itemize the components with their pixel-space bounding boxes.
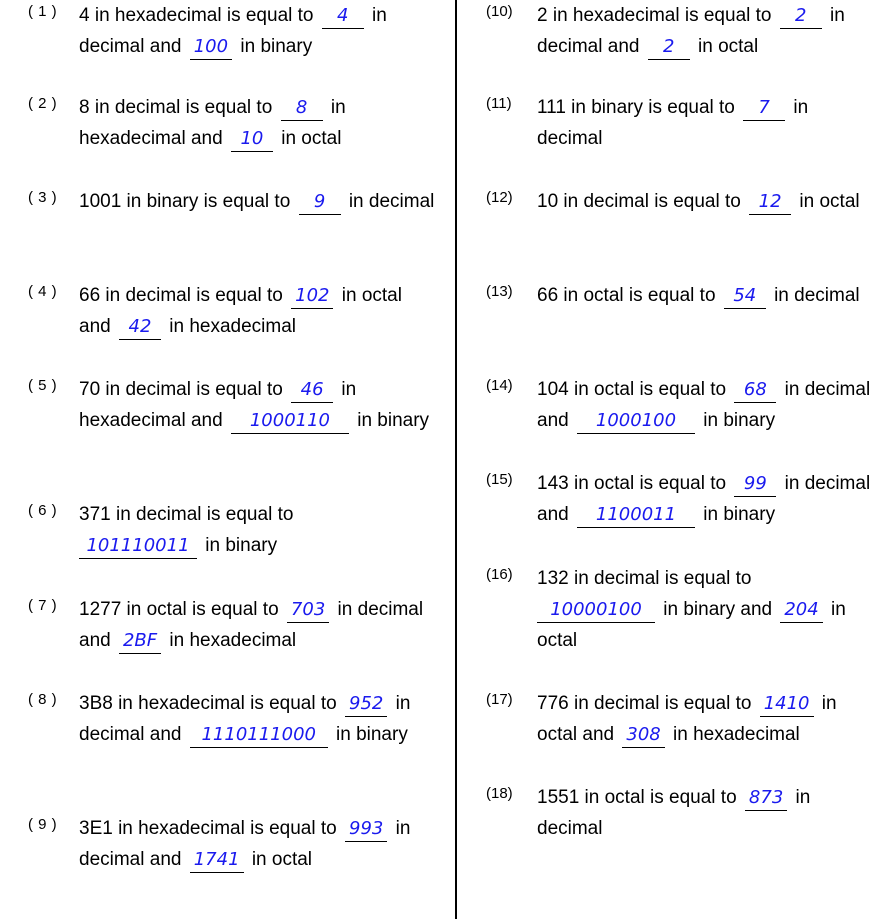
problem-4 [28, 280, 438, 342]
answer-blank[interactable]: 2 [648, 35, 690, 60]
problem-5 [28, 374, 438, 436]
answer-blank[interactable]: 12 [749, 190, 791, 215]
question-text: 66 in decimal is equal to [79, 285, 289, 306]
question-text: in binary [330, 724, 408, 745]
question-text: 776 in decimal is equal to [537, 693, 757, 714]
problem-1 [28, 0, 438, 62]
question-text: in hexadecimal [163, 316, 297, 337]
problem-number: ( 8 ) [28, 691, 58, 708]
answer-blank[interactable]: 7 [743, 96, 785, 121]
question-text: in decimal [768, 285, 860, 306]
question-text: 70 in decimal is equal to [79, 379, 289, 400]
question-text: in decimal [537, 97, 809, 149]
answer-blank[interactable]: 1741 [190, 848, 244, 873]
question-text: 4 in hexadecimal is equal to [79, 5, 319, 26]
problem-number: ( 1 ) [28, 3, 58, 20]
question-text: in hexadecimal [667, 724, 800, 745]
question-text: in octal [692, 36, 759, 57]
question-text: 104 in octal is equal to [537, 379, 732, 400]
question-text: 1277 in octal is equal to [79, 599, 284, 620]
problem-number: ( 5 ) [28, 377, 58, 394]
problem-number: ( 9 ) [28, 816, 58, 833]
question-text: in decimal and [79, 818, 411, 870]
problem-number: (11) [486, 95, 512, 112]
problem-number: (13) [486, 283, 513, 300]
answer-blank[interactable]: 8 [281, 96, 323, 121]
question-text: in decimal [537, 787, 811, 839]
answer-blank[interactable]: 993 [345, 817, 387, 842]
question-text: 1001 in binary is equal to [79, 191, 296, 212]
answer-blank[interactable]: 1410 [760, 692, 814, 717]
question-text: in decimal and [79, 693, 411, 745]
answer-blank[interactable]: 42 [119, 315, 161, 340]
problem-number: (16) [486, 566, 513, 583]
answer-blank[interactable]: 100 [190, 35, 232, 60]
question-text: in decimal and [79, 5, 387, 57]
question-text: in decimal and [537, 5, 845, 57]
answer-blank[interactable]: 4 [322, 4, 364, 29]
problem-9 [28, 813, 438, 875]
problem-number: ( 2 ) [28, 95, 58, 112]
problem-7 [28, 594, 438, 656]
question-text: 3E1 in hexadecimal is equal to [79, 818, 342, 839]
answer-blank[interactable]: 1000110 [231, 409, 349, 434]
answer-blank[interactable]: 10 [231, 127, 273, 152]
problem-16 [486, 563, 871, 656]
answer-blank[interactable]: 204 [780, 598, 822, 623]
question-text: in binary [235, 36, 313, 57]
question-text: 3B8 in hexadecimal is equal to [79, 693, 342, 714]
answer-blank[interactable]: 101110011 [79, 534, 197, 559]
question-text: 66 in octal is equal to [537, 285, 721, 306]
problem-18 [486, 782, 871, 844]
question-text: 132 in decimal is equal to [537, 568, 752, 589]
question-text: 8 in decimal is equal to [79, 97, 278, 118]
problem-number: (12) [486, 189, 513, 206]
answer-blank[interactable]: 1110111000 [190, 723, 328, 748]
problem-12 [486, 186, 871, 217]
problem-11 [486, 92, 871, 154]
question-text: in binary [697, 504, 776, 525]
answer-blank[interactable]: 703 [287, 598, 329, 623]
answer-blank[interactable]: 308 [622, 723, 664, 748]
question-text: 2 in hexadecimal is equal to [537, 5, 777, 26]
question-text: 1551 in octal is equal to [537, 787, 742, 808]
problem-14 [486, 374, 871, 436]
problem-number: ( 3 ) [28, 189, 58, 206]
problem-3 [28, 186, 438, 217]
answer-blank[interactable]: 68 [734, 378, 776, 403]
column-divider [455, 0, 457, 919]
answer-blank[interactable]: 2BF [119, 629, 161, 654]
question-text: in octal [537, 599, 846, 651]
question-text: in hexadecimal [164, 630, 297, 651]
question-text: in octal and [79, 285, 402, 337]
question-text: 111 in binary is equal to [537, 97, 741, 118]
problem-8 [28, 688, 438, 750]
problem-number: ( 4 ) [28, 283, 58, 300]
question-text: in hexadecimal and [79, 379, 357, 431]
question-text: in octal and [537, 693, 837, 745]
answer-blank[interactable]: 46 [291, 378, 333, 403]
question-text: 10 in decimal is equal to [537, 191, 747, 212]
problem-10 [486, 0, 871, 62]
answer-blank[interactable]: 1100011 [577, 503, 695, 528]
question-text: in octal [246, 849, 313, 870]
answer-blank[interactable]: 873 [745, 786, 787, 811]
answer-blank[interactable]: 9 [299, 190, 341, 215]
question-text: 143 in octal is equal to [537, 473, 732, 494]
answer-blank[interactable]: 99 [734, 472, 776, 497]
problem-number: ( 7 ) [28, 597, 58, 614]
question-text: in binary [200, 535, 278, 556]
problem-13 [486, 280, 871, 311]
problem-15 [486, 468, 871, 530]
problem-number: (10) [486, 3, 513, 20]
question-text: in binary [697, 410, 776, 431]
question-text: in decimal [343, 191, 435, 212]
question-text: in binary and [658, 599, 778, 620]
question-text: in decimal and [537, 473, 871, 525]
problem-number: (18) [486, 785, 513, 802]
answer-blank[interactable]: 952 [345, 692, 387, 717]
problem-17 [486, 688, 871, 750]
problem-6 [28, 499, 438, 561]
answer-blank[interactable]: 54 [724, 284, 766, 309]
problem-number: (14) [486, 377, 513, 394]
question-text: in octal [275, 128, 342, 149]
question-text: in decimal and [537, 379, 871, 431]
question-text: in decimal and [79, 599, 424, 651]
answer-blank[interactable]: 1000100 [577, 409, 695, 434]
problem-2 [28, 92, 438, 154]
question-text: in octal [794, 191, 860, 212]
problem-number: ( 6 ) [28, 502, 58, 519]
question-text: in hexadecimal and [79, 97, 346, 149]
question-text: 371 in decimal is equal to [79, 504, 294, 525]
question-text: in binary [351, 410, 430, 431]
answer-blank[interactable]: 10000100 [537, 598, 655, 623]
problem-number: (17) [486, 691, 513, 708]
problem-number: (15) [486, 471, 513, 488]
answer-blank[interactable]: 102 [291, 284, 333, 309]
answer-blank[interactable]: 2 [780, 4, 822, 29]
